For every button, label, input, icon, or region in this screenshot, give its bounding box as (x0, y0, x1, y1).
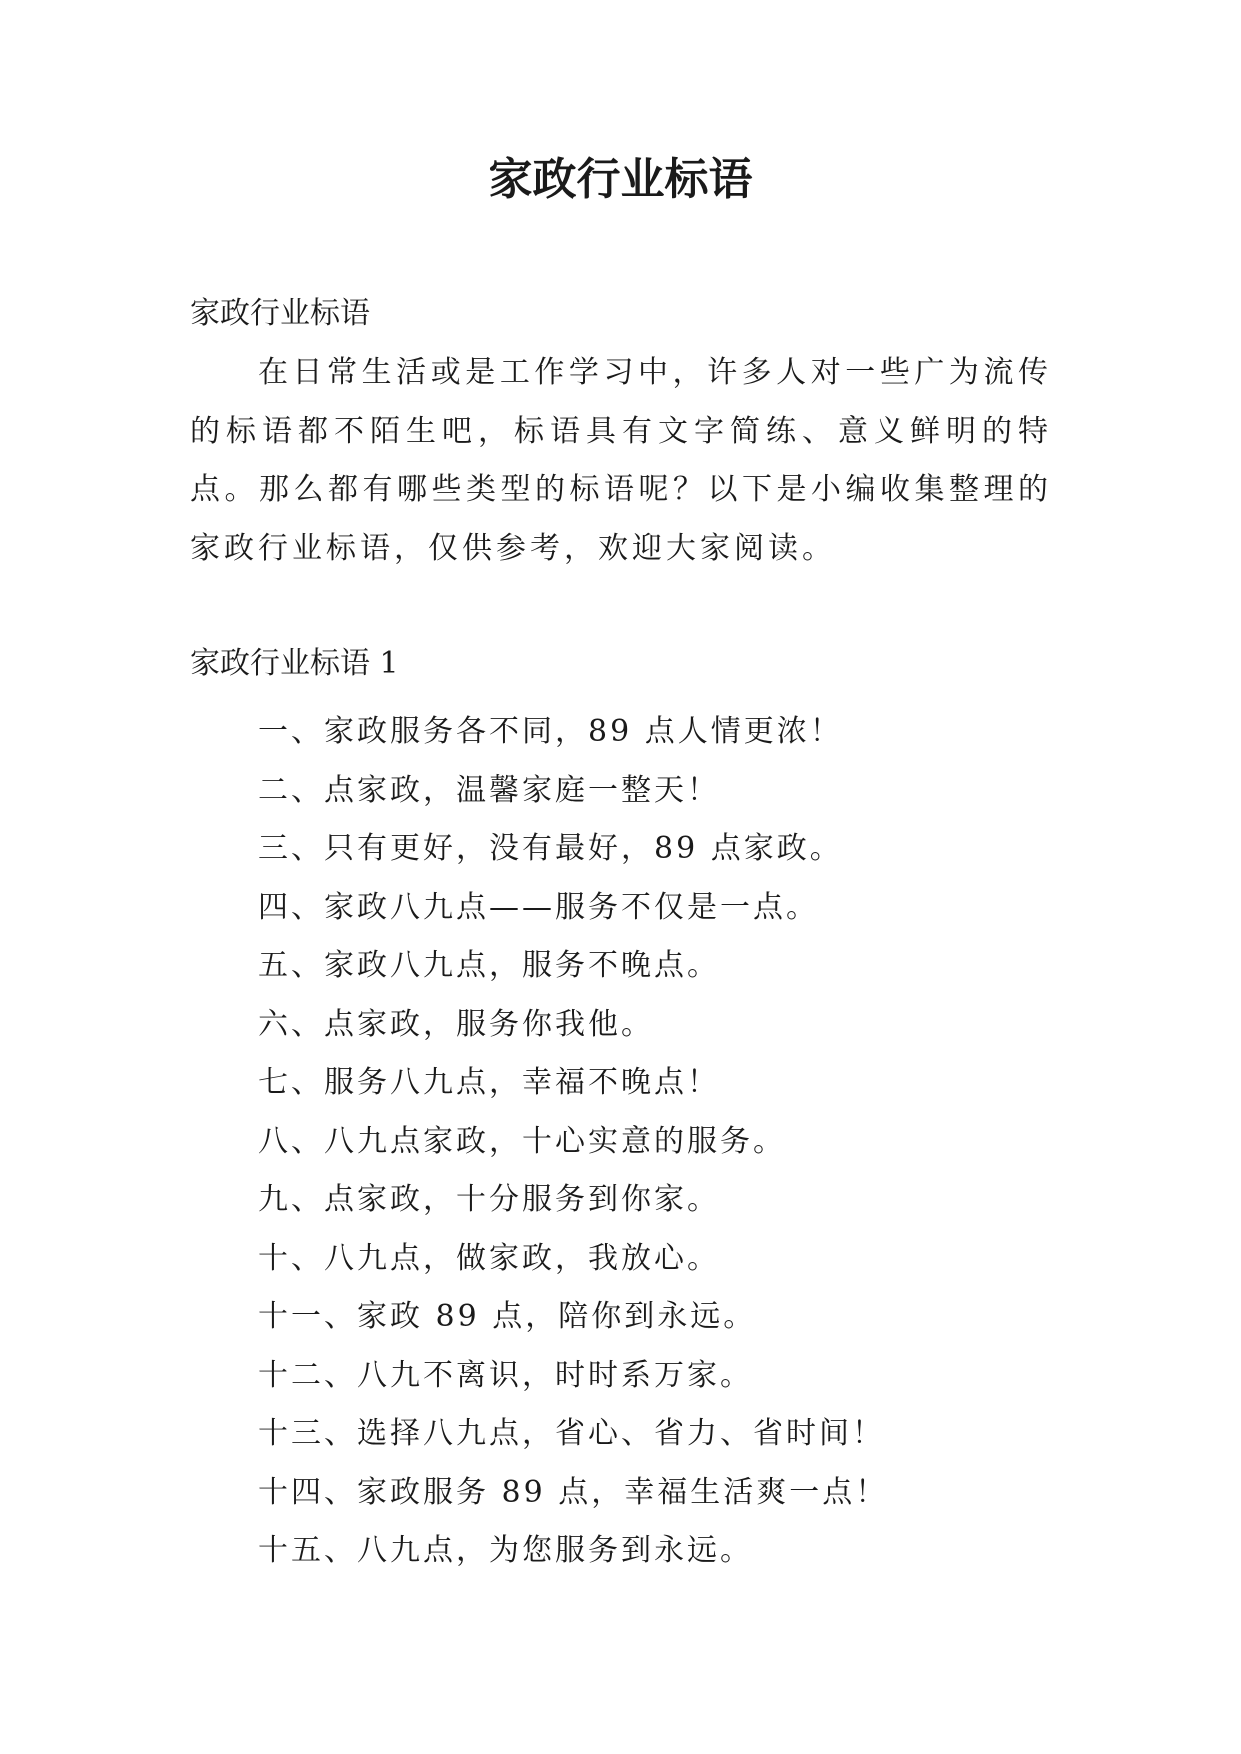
list-item: 十四、家政服务 89 点，幸福生活爽一点！ (258, 1474, 889, 1510)
list-item: 四、家政八九点——服务不仅是一点。 (258, 889, 819, 925)
list-item: 十三、选择八九点，省心、省力、省时间！ (258, 1416, 885, 1451)
list-item: 八、八九点家政，十心实意的服务。 (258, 1123, 786, 1159)
list-item: 三、只有更好，没有最好，89 点家政。 (258, 831, 843, 866)
document-heading: 家政行业标语 (190, 296, 370, 331)
list-item: 十五、八九点，为您服务到永远。 (258, 1533, 753, 1568)
document-title: 家政行业标语 (488, 154, 753, 205)
list-item: 一、家政服务各不同，89 点人情更浓！ (258, 714, 843, 749)
section-heading: 家政行业标语 1 (190, 646, 399, 681)
list-item: 十、八九点，做家政，我放心。 (258, 1240, 720, 1276)
intro-paragraph: 在日常生活或是工作学习中，许多人对一些广为流传的标语都不陌生吧，标语具有文字简练、意义鲜明的特点。那么都有哪些类型的标语呢？以下是小编收集整理的家政行业标语，仅供参考，欢迎大家阅读。 (190, 355, 1052, 566)
list-item: 十二、八九不离识，时时系万家。 (258, 1357, 753, 1393)
slogan-list (258, 703, 888, 1581)
list-item: 五、家政八九点，服务不晚点。 (258, 948, 720, 983)
list-item: 九、点家政，十分服务到你家。 (258, 1182, 720, 1217)
list-item: 十一、家政 89 点，陪你到永远。 (258, 1299, 757, 1334)
list-item: 六、点家政，服务你我他。 (258, 1006, 654, 1042)
list-item: 二、点家政，温馨家庭一整天！ (258, 772, 720, 808)
list-item: 七、服务八九点，幸福不晚点！ (258, 1065, 720, 1100)
